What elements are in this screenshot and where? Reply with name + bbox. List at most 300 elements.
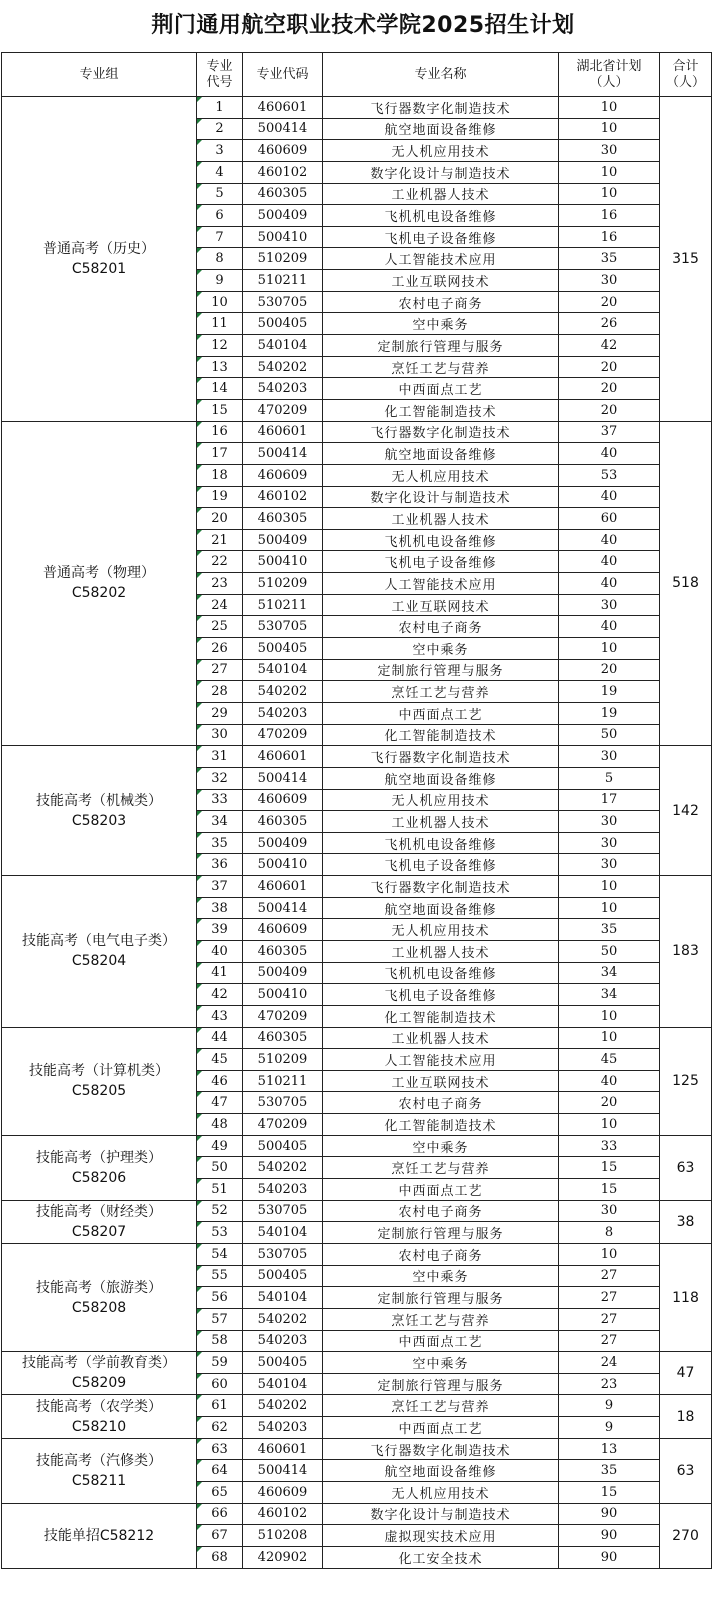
quota-cell: 30 [559,832,660,854]
group-name: 技能高考（汽修类） [36,1452,162,1469]
group-code: C58203 [71,812,127,829]
group-name: 技能单招C58212 [43,1527,155,1544]
major-index-cell: 14 [197,378,243,400]
major-name-cell: 数字化设计与制造技术 [323,1503,559,1525]
group-code: C58201 [71,260,127,277]
major-index-cell: 17 [197,443,243,465]
major-code-cell: 510209 [243,1049,323,1071]
major-name-cell: 飞行器数字化制造技术 [323,746,559,768]
major-code-cell: 510211 [243,270,323,292]
major-name-cell: 飞行器数字化制造技术 [323,1438,559,1460]
quota-cell: 20 [559,291,660,313]
major-index-cell: 43 [197,1005,243,1027]
major-name-cell: 航空地面设备维修 [323,443,559,465]
group-code: C58210 [71,1418,127,1435]
group-total-cell: 18 [660,1395,712,1438]
header-index-line2: 代号 [206,74,233,90]
major-name-cell: 空中乘务 [323,1135,559,1157]
quota-cell: 5 [559,767,660,789]
major-name-cell: 农村电子商务 [323,616,559,638]
major-name-cell: 飞行器数字化制造技术 [323,421,559,443]
major-code-cell: 500409 [243,205,323,227]
major-index-cell: 39 [197,919,243,941]
major-code-cell: 470209 [243,1005,323,1027]
major-code-cell: 510209 [243,573,323,595]
group-cell [2,1200,197,1243]
quota-cell: 35 [559,248,660,270]
major-code-cell: 500414 [243,118,323,140]
quota-cell: 34 [559,962,660,984]
major-code-cell: 460601 [243,97,323,119]
major-code-cell: 500414 [243,897,323,919]
group-name: 技能高考（机械类） [36,792,162,809]
quota-cell: 60 [559,508,660,530]
major-code-cell: 500409 [243,962,323,984]
group-total-cell: 63 [660,1438,712,1503]
major-name-cell: 化工智能制造技术 [323,399,559,421]
quota-cell: 40 [559,1070,660,1092]
quota-cell: 50 [559,724,660,746]
major-code-cell: 540202 [243,681,323,703]
major-code-cell: 500410 [243,854,323,876]
major-name-cell: 定制旅行管理与服务 [323,335,559,357]
major-index-cell: 24 [197,594,243,616]
major-index-cell: 60 [197,1373,243,1395]
major-code-cell: 470209 [243,1114,323,1136]
major-index-cell: 9 [197,270,243,292]
major-index-cell: 48 [197,1114,243,1136]
major-index-cell: 41 [197,962,243,984]
major-index-cell: 11 [197,313,243,335]
major-code-cell: 460102 [243,486,323,508]
table-row [2,1243,712,1265]
major-name-cell: 工业互联网技术 [323,1070,559,1092]
major-code-cell: 510211 [243,594,323,616]
major-index-cell: 49 [197,1135,243,1157]
major-code-cell: 500409 [243,832,323,854]
major-code-cell: 540203 [243,1417,323,1439]
major-index-cell: 15 [197,399,243,421]
major-code-cell: 460305 [243,1027,323,1049]
table-row [2,876,712,898]
major-code-cell: 540104 [243,1222,323,1244]
table-row [2,1395,712,1417]
major-name-cell: 化工安全技术 [323,1546,559,1568]
major-index-cell: 3 [197,140,243,162]
quota-cell: 10 [559,183,660,205]
major-index-cell: 2 [197,118,243,140]
header-group: 专业组 [2,53,197,97]
major-index-cell: 23 [197,573,243,595]
major-name-cell: 飞行器数字化制造技术 [323,97,559,119]
quota-cell: 27 [559,1308,660,1330]
major-name-cell: 空中乘务 [323,638,559,660]
major-name-cell: 空中乘务 [323,1265,559,1287]
group-cell [2,97,197,422]
header-total-line2: （人） [665,74,705,90]
group-name: 技能高考（学前教育类） [22,1355,176,1372]
major-name-cell: 农村电子商务 [323,291,559,313]
quota-cell: 40 [559,486,660,508]
major-code-cell: 530705 [243,1243,323,1265]
major-index-cell: 53 [197,1222,243,1244]
major-index-cell: 22 [197,551,243,573]
major-code-cell: 500405 [243,1352,323,1374]
major-code-cell: 500405 [243,1265,323,1287]
major-name-cell: 航空地面设备维修 [323,897,559,919]
major-index-cell: 46 [197,1070,243,1092]
group-cell [2,1135,197,1200]
major-name-cell: 虚拟现实技术应用 [323,1525,559,1547]
major-name-cell: 烹饪工艺与营养 [323,1395,559,1417]
quota-cell: 30 [559,1200,660,1222]
quota-cell: 10 [559,1243,660,1265]
major-index-cell: 36 [197,854,243,876]
major-index-cell: 29 [197,702,243,724]
quota-cell: 37 [559,421,660,443]
major-code-cell: 500409 [243,529,323,551]
quota-cell: 10 [559,1027,660,1049]
table-body [2,97,712,1569]
quota-cell: 30 [559,746,660,768]
major-name-cell: 化工智能制造技术 [323,1005,559,1027]
group-total-cell: 38 [660,1200,712,1243]
group-name: 技能高考（电气电子类） [22,933,176,950]
major-code-cell: 460609 [243,464,323,486]
major-index-cell: 25 [197,616,243,638]
quota-cell: 16 [559,226,660,248]
table-row [2,97,712,119]
quota-cell: 8 [559,1222,660,1244]
major-code-cell: 470209 [243,724,323,746]
group-total-cell: 518 [660,421,712,746]
major-name-cell: 工业机器人技术 [323,940,559,962]
major-code-cell: 460601 [243,746,323,768]
major-index-cell: 50 [197,1157,243,1179]
major-code-cell: 420902 [243,1546,323,1568]
major-name-cell: 空中乘务 [323,1352,559,1374]
group-total-cell: 270 [660,1503,712,1568]
major-code-cell: 460609 [243,919,323,941]
table-row [2,1200,712,1222]
major-index-cell: 16 [197,421,243,443]
group-name: 技能高考（护理类） [36,1149,162,1166]
table-row [2,1352,712,1374]
major-code-cell: 460609 [243,140,323,162]
group-code: C58206 [71,1169,127,1186]
quota-cell: 20 [559,1092,660,1114]
quota-cell: 30 [559,594,660,616]
major-code-cell: 500410 [243,226,323,248]
major-code-cell: 460305 [243,940,323,962]
major-index-cell: 42 [197,984,243,1006]
major-index-cell: 32 [197,767,243,789]
major-name-cell: 航空地面设备维修 [323,118,559,140]
major-code-cell: 460305 [243,183,323,205]
major-name-cell: 中西面点工艺 [323,1330,559,1352]
header-index [197,53,243,97]
group-cell [2,421,197,746]
major-name-cell: 化工智能制造技术 [323,1114,559,1136]
quota-cell: 27 [559,1265,660,1287]
major-index-cell: 27 [197,659,243,681]
major-name-cell: 无人机应用技术 [323,789,559,811]
major-code-cell: 530705 [243,1200,323,1222]
group-code: C58204 [71,953,127,970]
major-code-cell: 540203 [243,702,323,724]
major-name-cell: 飞机机电设备维修 [323,962,559,984]
table-row [2,746,712,768]
quota-cell: 9 [559,1417,660,1439]
quota-cell: 30 [559,140,660,162]
quota-cell: 10 [559,97,660,119]
major-name-cell: 无人机应用技术 [323,1482,559,1504]
major-name-cell: 定制旅行管理与服务 [323,1222,559,1244]
quota-cell: 20 [559,659,660,681]
major-name-cell: 中西面点工艺 [323,378,559,400]
major-index-cell: 51 [197,1179,243,1201]
major-code-cell: 530705 [243,291,323,313]
major-index-cell: 66 [197,1503,243,1525]
header-name: 专业名称 [323,53,559,97]
quota-cell: 33 [559,1135,660,1157]
major-index-cell: 1 [197,97,243,119]
quota-cell: 40 [559,529,660,551]
major-name-cell: 无人机应用技术 [323,140,559,162]
major-name-cell: 飞机电子设备维修 [323,984,559,1006]
major-code-cell: 500414 [243,1460,323,1482]
quota-cell: 16 [559,205,660,227]
major-index-cell: 26 [197,638,243,660]
major-code-cell: 460601 [243,876,323,898]
quota-cell: 34 [559,984,660,1006]
major-code-cell: 540104 [243,1287,323,1309]
quota-cell: 17 [559,789,660,811]
quota-cell: 10 [559,638,660,660]
major-name-cell: 定制旅行管理与服务 [323,659,559,681]
quota-cell: 10 [559,876,660,898]
major-index-cell: 45 [197,1049,243,1071]
group-total-cell: 142 [660,746,712,876]
quota-cell: 40 [559,616,660,638]
major-name-cell: 飞机电子设备维修 [323,226,559,248]
major-index-cell: 19 [197,486,243,508]
major-code-cell: 460601 [243,421,323,443]
major-name-cell: 农村电子商务 [323,1092,559,1114]
major-index-cell: 18 [197,464,243,486]
major-code-cell: 540104 [243,335,323,357]
quota-cell: 24 [559,1352,660,1374]
quota-cell: 10 [559,161,660,183]
major-code-cell: 530705 [243,1092,323,1114]
major-name-cell: 工业机器人技术 [323,1027,559,1049]
major-code-cell: 510209 [243,248,323,270]
major-code-cell: 540203 [243,378,323,400]
major-index-cell: 30 [197,724,243,746]
major-index-cell: 10 [197,291,243,313]
major-name-cell: 烹饪工艺与营养 [323,1308,559,1330]
major-index-cell: 28 [197,681,243,703]
major-name-cell: 飞机机电设备维修 [323,529,559,551]
quota-cell: 20 [559,399,660,421]
major-index-cell: 57 [197,1308,243,1330]
major-code-cell: 530705 [243,616,323,638]
major-index-cell: 6 [197,205,243,227]
major-index-cell: 34 [197,811,243,833]
group-cell [2,1352,197,1395]
group-code: C58209 [71,1375,127,1392]
enrollment-plan-table [1,52,712,1569]
major-name-cell: 航空地面设备维修 [323,1460,559,1482]
page-title: 荆门通用航空职业技术学院2025招生计划 [151,13,575,38]
major-code-cell: 540104 [243,659,323,681]
major-code-cell: 500405 [243,1135,323,1157]
group-code: C58202 [71,585,127,602]
major-code-cell: 500405 [243,313,323,335]
group-total-cell: 118 [660,1243,712,1351]
major-index-cell: 21 [197,529,243,551]
major-name-cell: 飞机机电设备维修 [323,205,559,227]
major-code-cell: 540202 [243,1308,323,1330]
major-name-cell: 工业机器人技术 [323,811,559,833]
quota-cell: 40 [559,443,660,465]
quota-cell: 35 [559,919,660,941]
major-name-cell: 中西面点工艺 [323,702,559,724]
major-name-cell: 工业互联网技术 [323,270,559,292]
major-code-cell: 540203 [243,1330,323,1352]
group-code: C58208 [71,1299,127,1316]
major-code-cell: 460305 [243,508,323,530]
major-index-cell: 40 [197,940,243,962]
major-code-cell: 540202 [243,356,323,378]
group-cell [2,1395,197,1438]
major-index-cell: 12 [197,335,243,357]
quota-cell: 15 [559,1482,660,1504]
major-name-cell: 数字化设计与制造技术 [323,161,559,183]
major-index-cell: 54 [197,1243,243,1265]
major-code-cell: 460102 [243,161,323,183]
quota-cell: 45 [559,1049,660,1071]
major-index-cell: 20 [197,508,243,530]
header-quota-line2: （人） [589,74,629,90]
major-code-cell: 510211 [243,1070,323,1092]
group-total-cell: 125 [660,1027,712,1135]
major-index-cell: 4 [197,161,243,183]
major-name-cell: 空中乘务 [323,313,559,335]
major-code-cell: 510208 [243,1525,323,1547]
group-total-cell: 183 [660,876,712,1027]
quota-cell: 90 [559,1546,660,1568]
major-code-cell: 460609 [243,789,323,811]
major-code-cell: 540202 [243,1395,323,1417]
major-name-cell: 人工智能技术应用 [323,573,559,595]
major-index-cell: 55 [197,1265,243,1287]
major-code-cell: 540202 [243,1157,323,1179]
major-name-cell: 飞机机电设备维修 [323,832,559,854]
quota-cell: 10 [559,1114,660,1136]
quota-cell: 27 [559,1330,660,1352]
major-name-cell: 飞机电子设备维修 [323,854,559,876]
major-name-cell: 航空地面设备维修 [323,767,559,789]
major-name-cell: 工业机器人技术 [323,508,559,530]
table-row [2,421,712,443]
quota-cell: 90 [559,1503,660,1525]
header-code: 专业代码 [243,53,323,97]
group-total-cell: 315 [660,97,712,422]
major-code-cell: 500414 [243,767,323,789]
group-name: 普通高考（历史） [43,240,155,257]
group-name: 技能高考（财经类） [36,1203,162,1220]
major-code-cell: 540104 [243,1373,323,1395]
quota-cell: 15 [559,1179,660,1201]
major-index-cell: 8 [197,248,243,270]
major-index-cell: 62 [197,1417,243,1439]
major-code-cell: 460601 [243,1438,323,1460]
major-name-cell: 工业机器人技术 [323,183,559,205]
major-index-cell: 64 [197,1460,243,1482]
group-code: C58207 [71,1223,127,1240]
major-name-cell: 无人机应用技术 [323,919,559,941]
quota-cell: 50 [559,940,660,962]
table-row [2,1135,712,1157]
group-name: 技能高考（农学类） [36,1398,162,1415]
quota-cell: 19 [559,681,660,703]
major-name-cell: 飞机电子设备维修 [323,551,559,573]
major-index-cell: 33 [197,789,243,811]
table-row [2,1438,712,1460]
quota-cell: 90 [559,1525,660,1547]
major-index-cell: 68 [197,1546,243,1568]
quota-cell: 10 [559,1005,660,1027]
major-name-cell: 定制旅行管理与服务 [323,1287,559,1309]
group-name: 普通高考（物理） [43,565,155,582]
quota-cell: 9 [559,1395,660,1417]
header-total [660,53,712,97]
major-index-cell: 5 [197,183,243,205]
major-name-cell: 定制旅行管理与服务 [323,1373,559,1395]
major-name-cell: 工业互联网技术 [323,594,559,616]
header-index-line1: 专业 [206,58,233,74]
major-name-cell: 农村电子商务 [323,1243,559,1265]
major-name-cell: 数字化设计与制造技术 [323,486,559,508]
header-row [2,53,712,97]
major-index-cell: 38 [197,897,243,919]
major-name-cell: 人工智能技术应用 [323,1049,559,1071]
header-quota-line1: 湖北省计划 [576,58,642,74]
quota-cell: 35 [559,1460,660,1482]
quota-cell: 19 [559,702,660,724]
group-name: 技能高考（旅游类） [36,1279,162,1296]
major-index-cell: 56 [197,1287,243,1309]
major-code-cell: 500405 [243,638,323,660]
major-name-cell: 烹饪工艺与营养 [323,356,559,378]
group-cell [2,1027,197,1135]
major-name-cell: 飞行器数字化制造技术 [323,876,559,898]
major-index-cell: 58 [197,1330,243,1352]
major-index-cell: 35 [197,832,243,854]
quota-cell: 15 [559,1157,660,1179]
major-code-cell: 540203 [243,1179,323,1201]
quota-cell: 53 [559,464,660,486]
quota-cell: 20 [559,378,660,400]
group-code: C58205 [71,1083,127,1100]
quota-cell: 40 [559,551,660,573]
quota-cell: 30 [559,854,660,876]
table-row [2,1027,712,1049]
major-index-cell: 44 [197,1027,243,1049]
major-code-cell: 500410 [243,551,323,573]
major-index-cell: 31 [197,746,243,768]
